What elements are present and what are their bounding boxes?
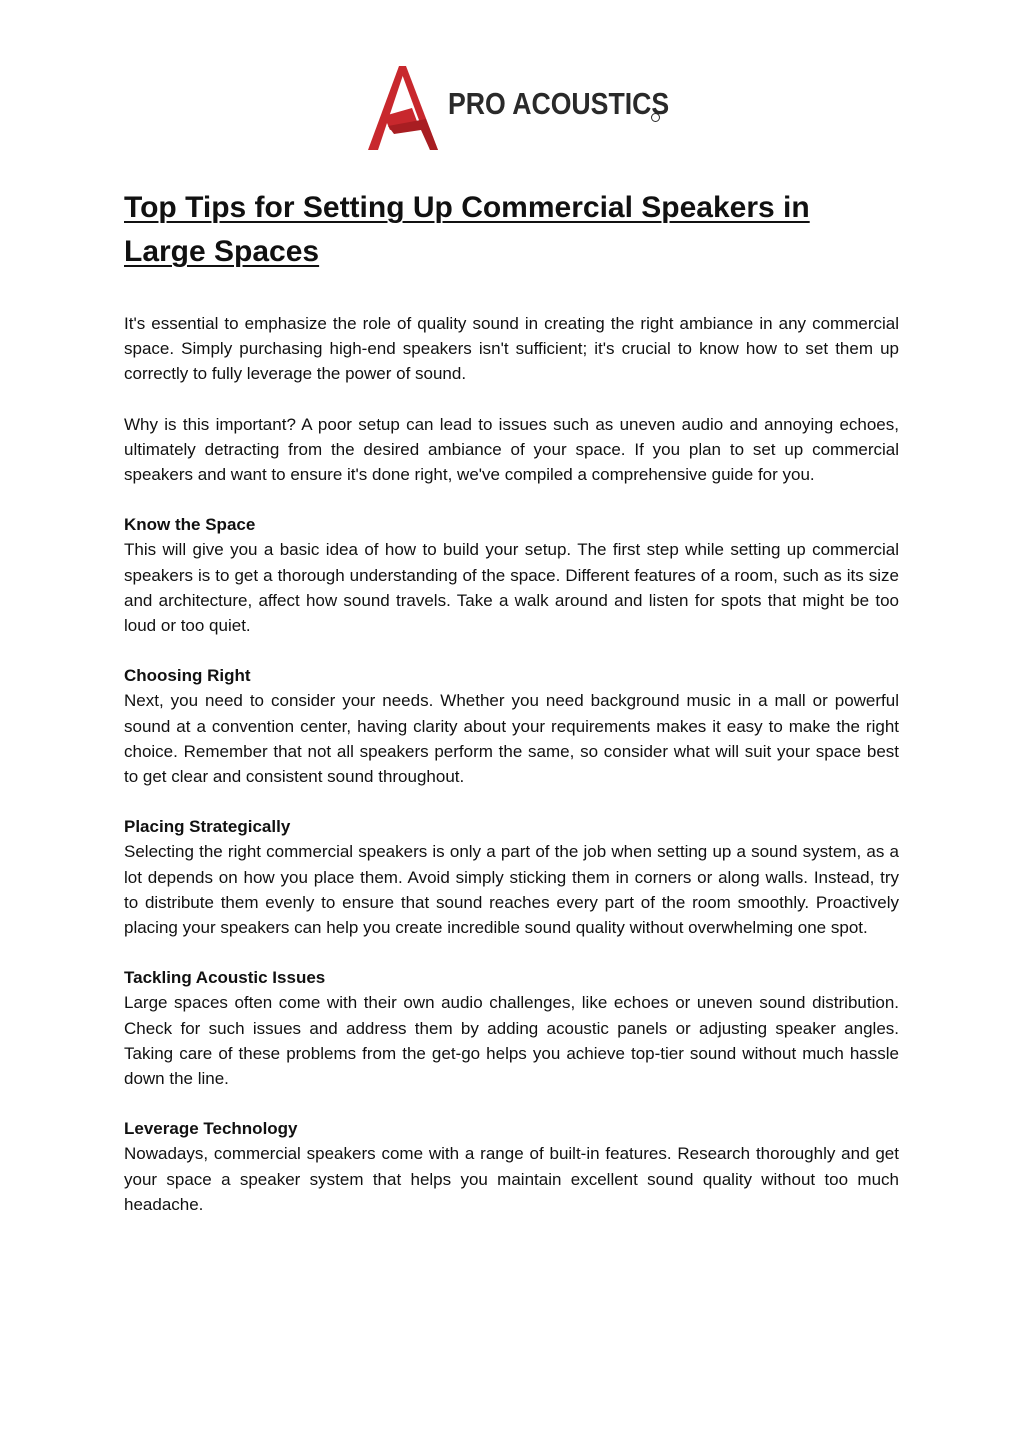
section-heading-placing-strategically: Placing Strategically <box>124 817 291 837</box>
pro-acoustics-logo-mark-icon <box>366 64 446 154</box>
section-heading-tackling-acoustic-issues: Tackling Acoustic Issues <box>124 968 326 988</box>
section-body-tackling-acoustic-issues: Large spaces often come with their own audio challenges, like echoes or uneven sound distribution. Check for such issues and address them by adding acoustic panels or adjusting speaker angles. Taking care of these problems from the get-go helps you achieve top-tier sound without much hassle down the line. <box>124 993 899 1089</box>
registered-mark-icon <box>651 113 660 122</box>
section-body-choosing-right: Next, you need to consider your needs. Whether you need background music in a mall or powerful sound at a convention center, having clarity about your requirements makes it easy to make the right choice. Remember that not all speakers perform the same, so consider what will suit your space best to get clear and consistent sound throughout. <box>124 691 899 787</box>
section-body-know-the-space: This will give you a basic idea of how to build your setup. The first step while setting up commercial speakers is to get a thorough understanding of the space. Different features of a room, such as its size and architecture, affect how sound travels. Take a walk around and listen for spots that might be too loud or too quiet. <box>124 540 899 636</box>
brand-logo <box>366 64 670 154</box>
section-heading-leverage-technology: Leverage Technology <box>124 1119 298 1139</box>
page-title: Top Tips for Setting Up Commercial Speakers in Large Spaces <box>124 191 810 268</box>
intro-paragraph-2: Why is this important? A poor setup can lead to issues such as uneven audio and annoying echoes, ultimately detracting from the desired ambiance of your space. If you plan to set up commercial speakers and want to ensure it's done right, we've compiled a comprehensive guide for you. <box>124 414 899 485</box>
section-heading-know-the-space: Know the Space <box>124 515 256 535</box>
section-body-placing-strategically: Selecting the right commercial speakers is only a part of the job when setting up a sound system, as a lot depends on how you place them. Avoid simply sticking them in corners or along walls. Instead, try to distribute them evenly to ensure that sound reaches every part of the room smoothly. Proactively placing your speakers can help you create incredible sound quality without overwhelming one spot. <box>124 842 899 938</box>
intro-paragraph-1: It's essential to emphasize the role of quality sound in creating the right ambiance in any commercial space. Simply purchasing high-end speakers isn't sufficient; it's crucial to know how to set them up correctly to fully leverage the power of sound. <box>124 314 899 384</box>
brand-name: PRO ACOUSTICS <box>448 86 670 121</box>
section-body-leverage-technology: Nowadays, commercial speakers come with a range of built-in features. Research thoroughly and get your space a speaker system that helps you maintain excellent sound quality without too much headache. <box>124 1144 899 1214</box>
article <box>124 186 899 1217</box>
section-heading-choosing-right: Choosing Right <box>124 666 251 686</box>
